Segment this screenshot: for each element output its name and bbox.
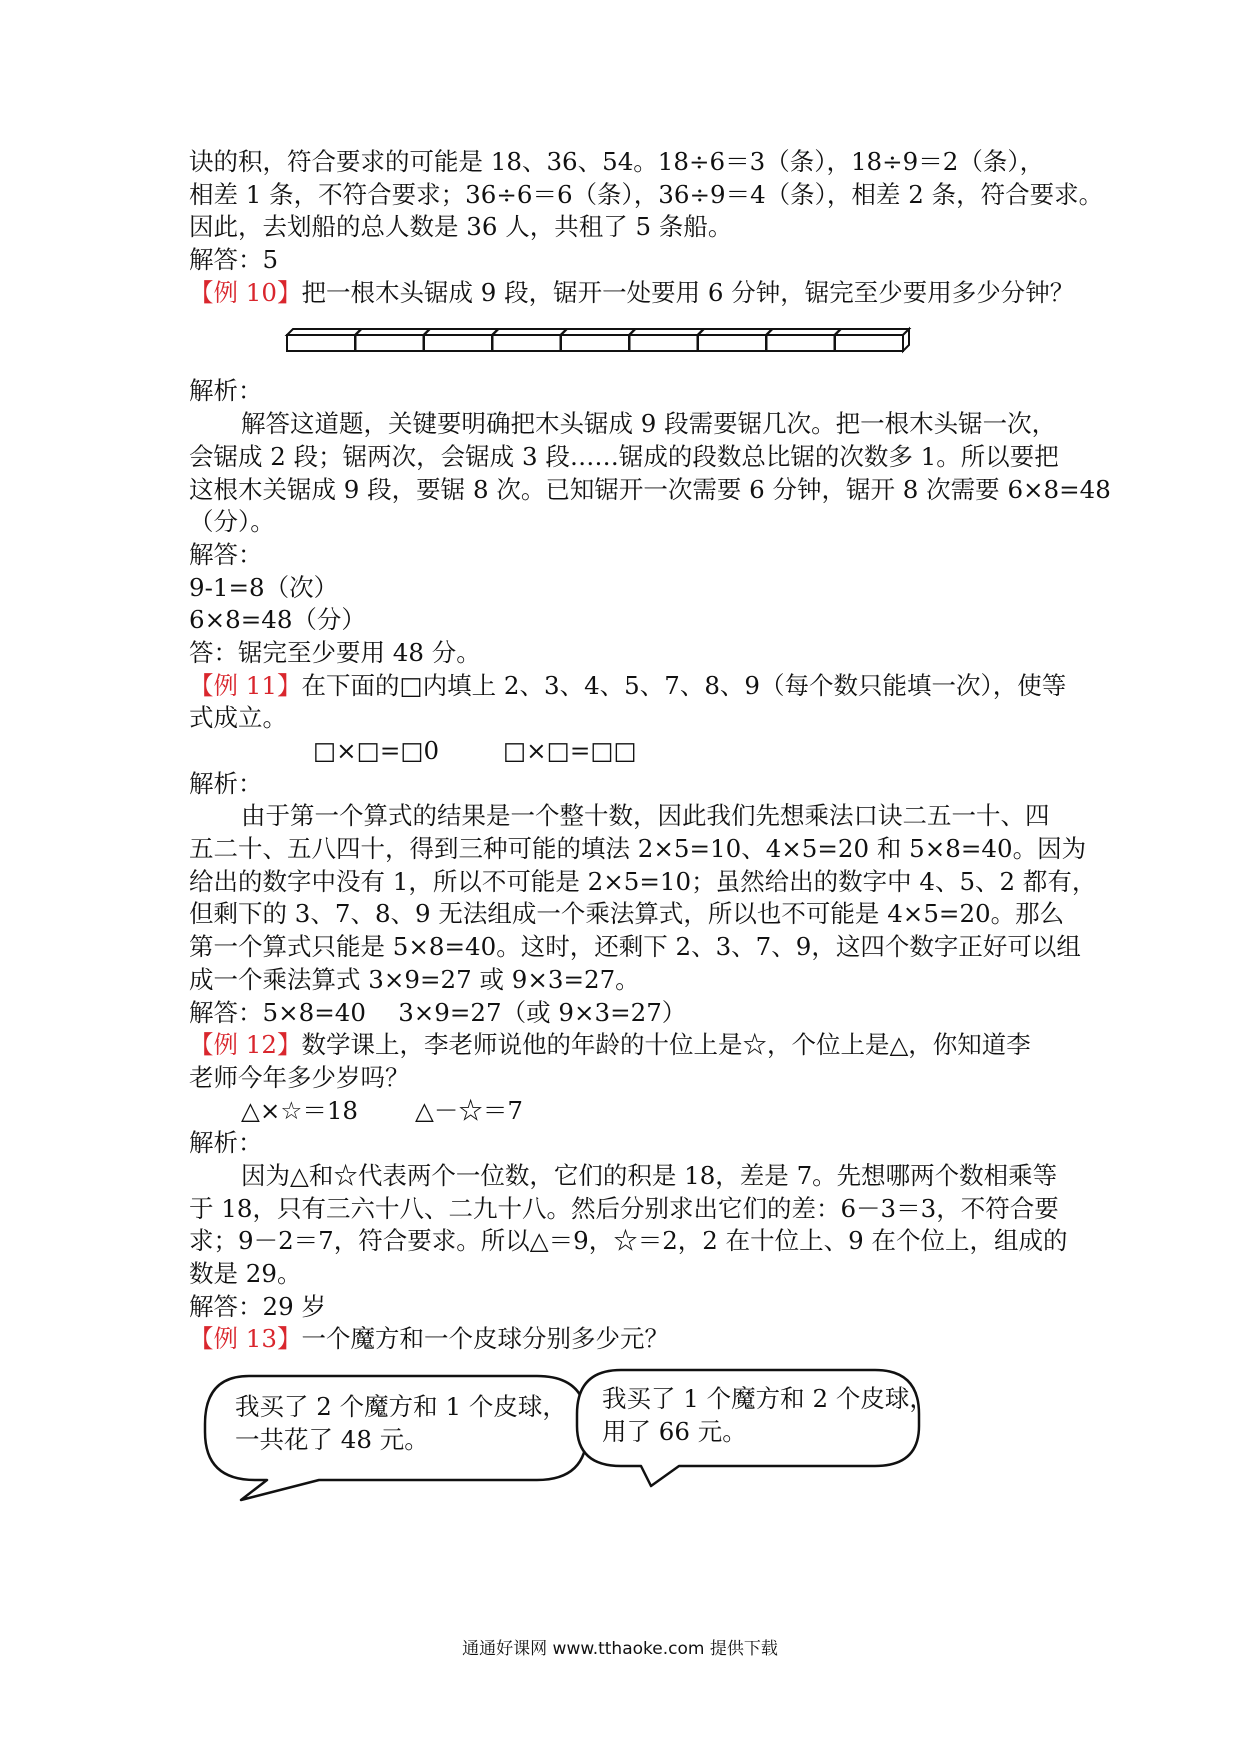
example-10-question: [189, 277, 1075, 310]
analysis-label: 解析：: [189, 1128, 263, 1158]
text-line: 第一个算式只能是 5×8=40。这时，还剩下 2、3、7、9，这四个数字正好可以组: [189, 932, 1081, 962]
log-segment: [767, 335, 835, 351]
log-illustration: [189, 309, 1059, 375]
text-line: 老师今年多少岁吗？: [189, 1062, 410, 1092]
log-segment: [698, 335, 766, 351]
text-line: 9-1=8（次）: [189, 572, 339, 602]
answer-line: 解答：5×8=40 3×9=27（或 9×3=27）: [189, 997, 687, 1027]
example-11-question: [189, 670, 1067, 703]
text-line: 由于第一个算式的结果是一个整十数，因此我们先想乘法口诀二五一十、四: [241, 801, 1050, 831]
text-line: 会锯成 2 段；锯两次，会锯成 3 段……锯成的段数总比锯的次数多 1。所以要把: [189, 441, 1059, 471]
text-line: 数是 29。: [189, 1259, 302, 1288]
answer-line: 解答：5: [189, 245, 279, 275]
question-text: 在下面的□内填上 2、3、4、5、7、8、9（每个数只能填一次），使等: [301, 670, 1067, 700]
text-line: 于 18，只有三六十八、二九十八。然后分别求出它们的差：6－3＝3，不符合要: [189, 1193, 1059, 1223]
log-segment: [356, 335, 424, 351]
analysis-label: 解析：: [189, 768, 263, 798]
text-line: （分）。: [189, 507, 275, 537]
log-segment: [561, 335, 629, 351]
example-tag: 【例 10】: [189, 277, 302, 307]
speech-bubbles: [189, 1364, 1059, 1524]
page-footer: 通通好课网 www.tthaoke.com 提供下载: [462, 1639, 778, 1659]
equation: △－☆＝7: [415, 1095, 523, 1125]
example-tag: 【例 11】: [189, 670, 302, 700]
log-segment: [835, 335, 903, 351]
bubble-right-text: 我买了 1 个魔方和 2 个皮球， 用了 66 元。: [602, 1384, 934, 1447]
log-segment: [630, 335, 698, 351]
example-12-question: [189, 1029, 1059, 1062]
example-tag: 【例 13】: [189, 1324, 302, 1354]
text-line: 因为△和☆代表两个一位数，它们的积是 18，差是 7。先想哪两个数相乘等: [241, 1160, 1058, 1190]
question-text: 把一根木头锯成 9 段，锯开一处要用 6 分钟，锯完至少要用多少分钟？: [301, 277, 1075, 307]
text-line: 求；9－2＝7，符合要求。所以△＝9，☆＝2，2 在十位上、9 在个位上，组成的: [189, 1226, 1068, 1256]
text-line: 解答这道题，关键要明确把木头锯成 9 段需要锯几次。把一根木头锯一次，: [241, 409, 1057, 439]
log-segment: [493, 335, 561, 351]
text-line: 因此，去划船的总人数是 36 人，共租了 5 条船。: [189, 212, 733, 242]
equation: △×☆＝18: [241, 1095, 359, 1125]
question-text: 数学课上，李老师说他的年龄的十位上是☆，个位上是△，你知道李: [301, 1030, 1031, 1060]
document-body: [189, 146, 1111, 1524]
text-line: 这根木关锯成 9 段，要锯 8 次。已知锯开一次需要 6 分钟，锯开 8 次需要 6×8=48: [189, 474, 1111, 504]
text-line: 相差 1 条，不符合要求；36÷6＝6（条），36÷9＝4（条），相差 2 条，符合要求。: [189, 179, 1104, 209]
text-line: 但剩下的 3、7、8、9 无法组成一个乘法算式，所以也不可能是 4×5=20。那么: [189, 899, 1065, 929]
equation: □×□=□□: [503, 736, 637, 765]
log-segment: [424, 335, 492, 351]
text-line: 诀的积，符合要求的可能是 18、36、54。18÷6＝3（条），18÷9＝2（条），: [189, 147, 1045, 176]
answer-line: 解答：29 岁: [189, 1291, 326, 1321]
example-tag: 【例 12】: [189, 1030, 302, 1060]
answer-label: 解答：: [189, 539, 263, 569]
equation-row: [189, 735, 1059, 768]
bubble-left-text: 我买了 2 个魔方和 1 个皮球， 一共花了 48 元。: [235, 1392, 567, 1455]
example-13-question: [189, 1323, 1059, 1356]
equation-row: [189, 1095, 1059, 1128]
text-line: 6×8=48（分）: [189, 605, 366, 635]
question-text: 一个魔方和一个皮球分别多少元？: [301, 1324, 669, 1354]
text-line: 五二十、五八四十，得到三种可能的填法 2×5=10、4×5=20 和 5×8=40。因为: [189, 834, 1087, 864]
text-line: 式成立。: [189, 703, 287, 733]
equation: □×□=□0: [313, 736, 440, 765]
text-line: 答：锯完至少要用 48 分。: [189, 637, 481, 667]
log-segment: [287, 335, 355, 351]
analysis-label: 解析：: [189, 376, 263, 406]
log-segments-icon: [283, 325, 973, 357]
text-line: 成一个乘法算式 3×9=27 或 9×3=27。: [189, 964, 640, 994]
text-line: 给出的数字中没有 1，所以不可能是 2×5=10；虽然给出的数字中 4、5、2 都有，: [189, 866, 1097, 896]
